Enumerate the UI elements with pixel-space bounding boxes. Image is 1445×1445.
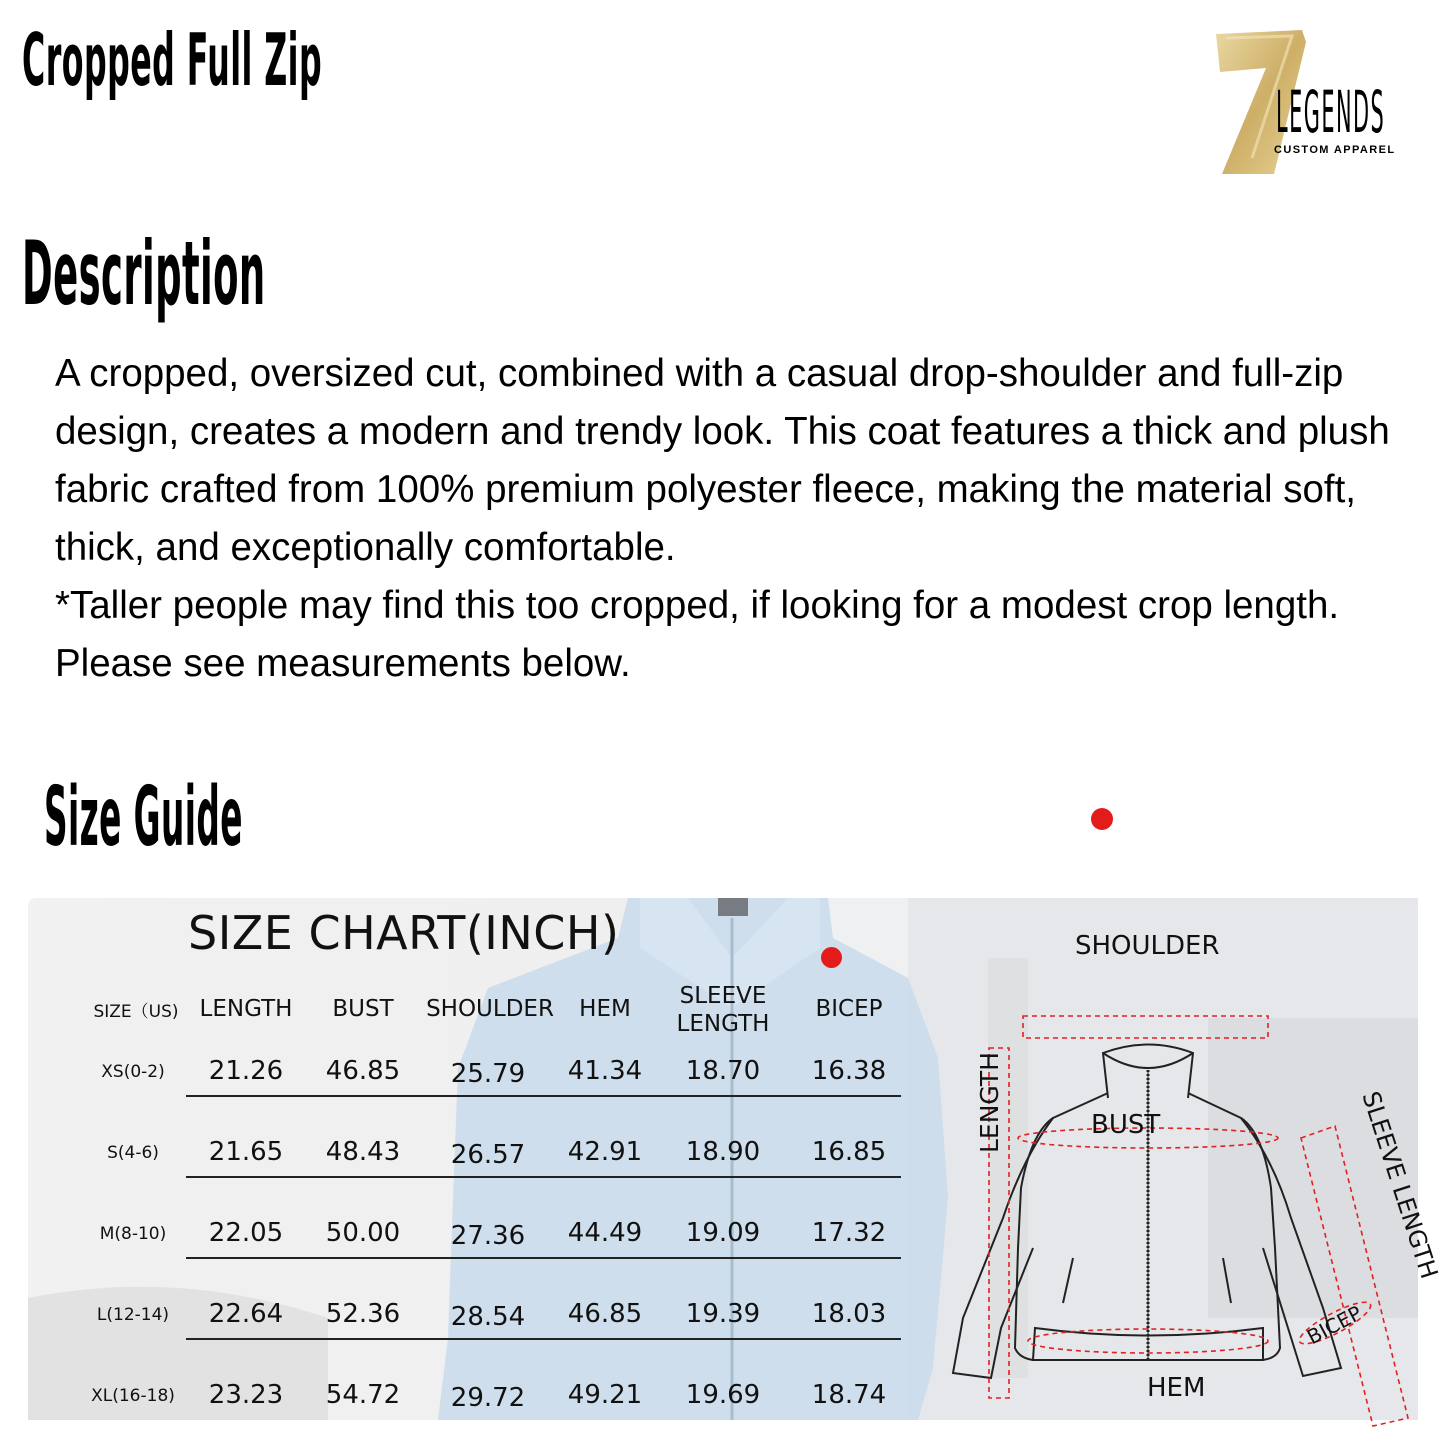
table-cell: 19.09 — [685, 1218, 761, 1248]
size-row-label: M(8-10) — [99, 1224, 167, 1244]
measurement-diagram — [923, 931, 1444, 1418]
diagram-label-sleeve-length: SLEEVE LENGTH — [1356, 1088, 1444, 1283]
table-cell: 46.85 — [567, 1299, 643, 1329]
red-dot-marker — [821, 947, 842, 968]
table-cell: 25.79 — [450, 1059, 526, 1089]
table-cell: 18.70 — [685, 1056, 761, 1086]
table-cell: 16.38 — [811, 1056, 887, 1086]
table-cell: 18.74 — [811, 1380, 887, 1410]
table-cell: 18.03 — [811, 1299, 887, 1329]
table-cell: 52.36 — [325, 1299, 401, 1329]
size-chart-title: SIZE CHART(INCH) — [188, 906, 620, 960]
table-row-divider — [186, 1095, 901, 1097]
description-paragraph: A cropped, oversized cut, combined with a casual drop-shoulder and full-zip design, creates a modern and trendy look. This coat features a thick and plush fabric crafted from 100% premium polyester fleece, making the material soft, thick, and exceptionally comfortable. — [55, 352, 1390, 569]
table-row-divider — [186, 1176, 901, 1178]
table-cell: 19.39 — [685, 1299, 761, 1329]
table-cell: 18.90 — [685, 1137, 761, 1167]
table-cell: 21.65 — [208, 1137, 284, 1167]
table-cell: 28.54 — [450, 1302, 526, 1332]
column-header-hem: HEM — [579, 996, 631, 1022]
table-cell: 16.85 — [811, 1137, 887, 1167]
size-row-label: L(12-14) — [96, 1305, 170, 1325]
table-cell: 26.57 — [450, 1140, 526, 1170]
description-body — [55, 345, 1415, 693]
table-cell: 29.72 — [450, 1383, 526, 1413]
diagram-label-shoulder: SHOULDER — [1075, 931, 1220, 961]
table-cell: 44.49 — [567, 1218, 643, 1248]
table-row-divider — [186, 1338, 901, 1340]
diagram-label-bust: BUST — [1091, 1110, 1161, 1140]
column-header-bust: BUST — [332, 996, 394, 1022]
jacket-outline-icon — [923, 948, 1393, 1418]
table-cell: 41.34 — [567, 1056, 643, 1086]
diagram-label-hem: HEM — [1147, 1373, 1206, 1403]
table-cell: 17.32 — [811, 1218, 887, 1248]
description-heading: Description — [22, 222, 266, 325]
column-header-bicep: BICEP — [815, 996, 883, 1022]
table-cell: 42.91 — [567, 1137, 643, 1167]
table-cell: 23.23 — [208, 1380, 284, 1410]
table-cell: 46.85 — [325, 1056, 401, 1086]
table-cell: 50.00 — [325, 1218, 401, 1248]
red-dot-marker — [1091, 808, 1113, 830]
size-row-label: S(4-6) — [107, 1143, 159, 1163]
column-header-size: SIZE（US) — [93, 1002, 179, 1022]
table-cell: 27.36 — [450, 1221, 526, 1251]
table-cell: 19.69 — [685, 1380, 761, 1410]
logo-brand-text: LEGENDS — [1276, 78, 1386, 146]
table-cell: 22.05 — [208, 1218, 284, 1248]
table-cell: 49.21 — [567, 1380, 643, 1410]
logo-tagline: CUSTOM APPAREL — [1274, 144, 1396, 156]
description-note: *Taller people may find this too cropped, if looking for a modest crop length. Please see measurements below. — [55, 584, 1340, 685]
column-header-sleeve-length: SLEEVE LENGTH — [676, 983, 770, 1037]
table-cell: 54.72 — [325, 1380, 401, 1410]
brand-logo — [1212, 28, 1427, 178]
table-cell: 22.64 — [208, 1299, 284, 1329]
table-row-divider — [186, 1257, 901, 1259]
diagram-label-bicep: BICEP — [1303, 1300, 1366, 1350]
product-title: Cropped Full Zip — [22, 18, 323, 102]
size-row-label: XL(16-18) — [91, 1386, 175, 1406]
table-cell: 48.43 — [325, 1137, 401, 1167]
column-header-length: LENGTH — [199, 996, 293, 1022]
size-row-label: XS(0-2) — [101, 1062, 165, 1082]
table-cell: 21.26 — [208, 1056, 284, 1086]
column-header-shoulder: SHOULDER — [426, 996, 554, 1022]
diagram-label-length: LENGTH — [975, 1052, 1004, 1153]
size-chart-image — [28, 898, 1444, 1420]
size-guide-heading: Size Guide — [44, 770, 243, 865]
